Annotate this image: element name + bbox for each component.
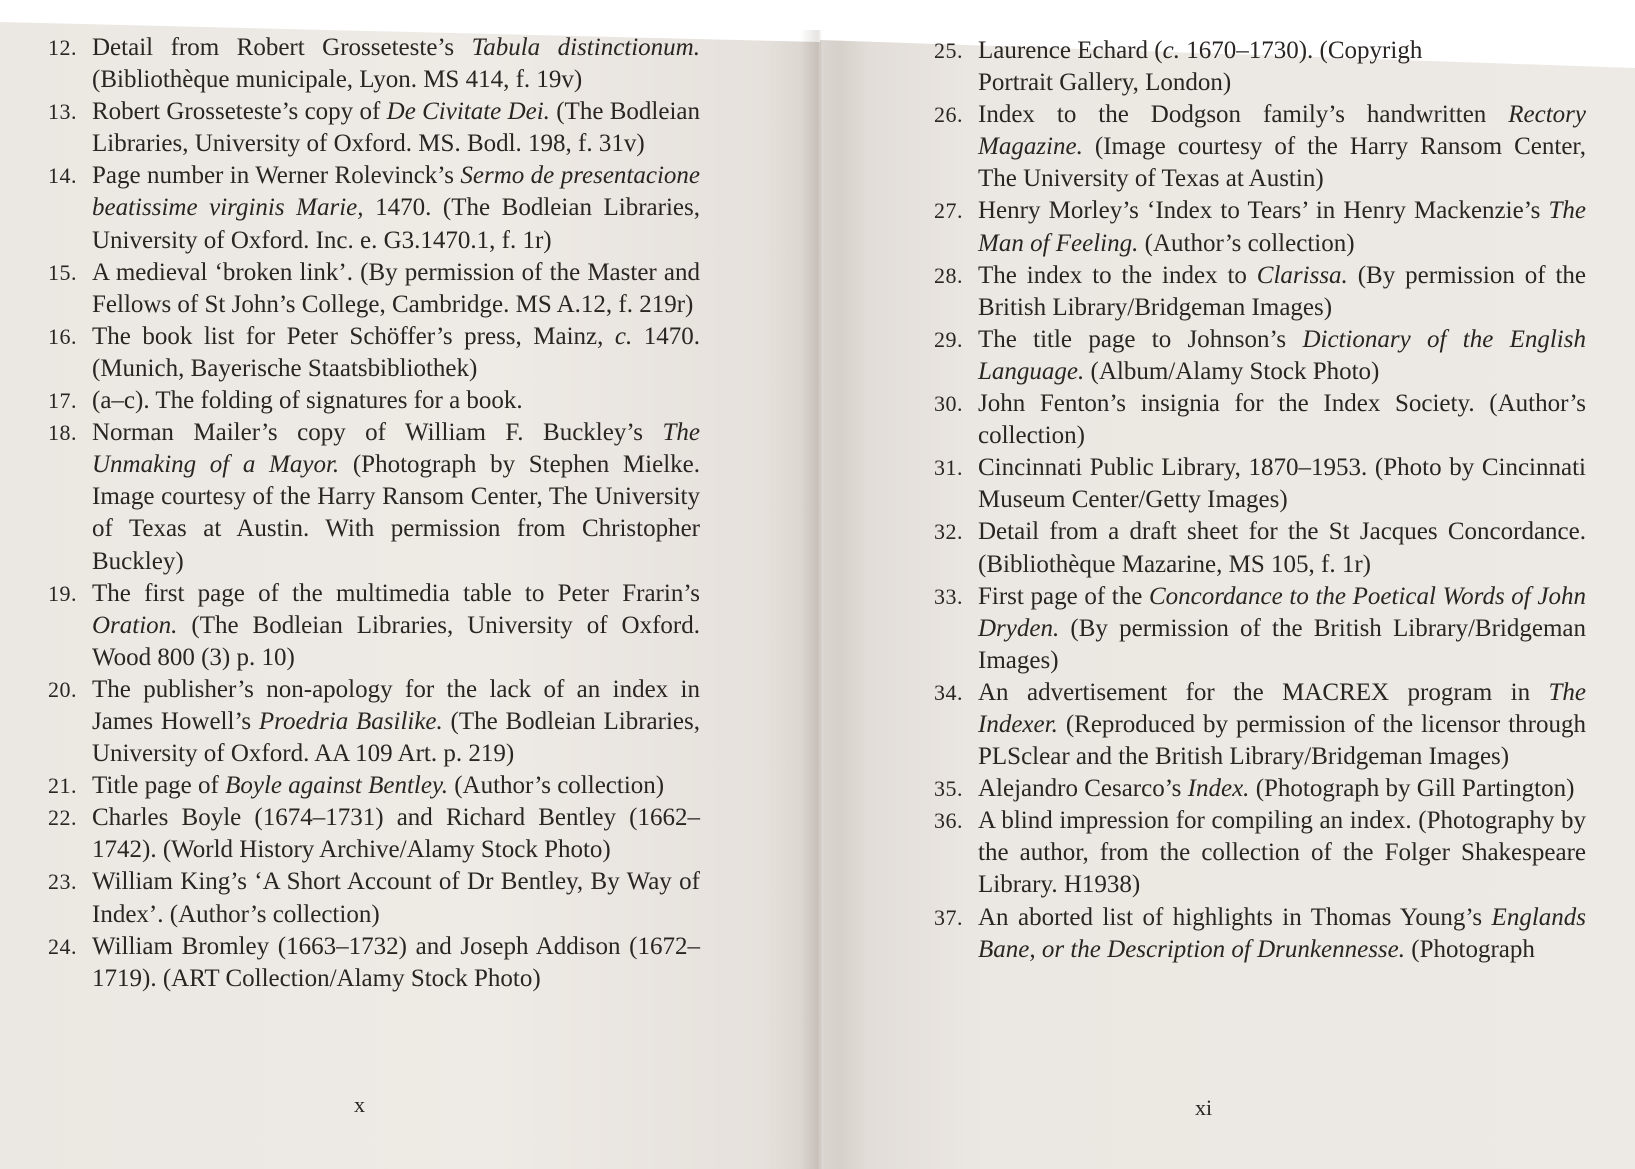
figure-number: 18.	[48, 420, 77, 446]
caption-text: The book list for Peter Schöffer’s press, Mainz,	[92, 322, 615, 350]
figure-number: 30.	[934, 391, 963, 417]
caption-text: (The Bodleian Libraries, University of Oxford. MS. Bodl. 198, f. 31v)	[92, 98, 700, 158]
figure-number: 31.	[934, 455, 963, 481]
book-gutter	[800, 30, 840, 1169]
figure-caption	[978, 516, 1586, 580]
figure-number: 16.	[48, 323, 77, 349]
list-item	[934, 805, 1586, 901]
list-item	[48, 32, 700, 96]
list-item	[48, 417, 700, 577]
list-item	[48, 257, 700, 321]
figure-caption	[92, 321, 700, 385]
caption-text: First page of the	[978, 582, 1149, 610]
figure-number: 27.	[934, 198, 963, 224]
figure-caption	[92, 160, 700, 256]
caption-text: Index to the Dodgson family’s handwritten	[978, 101, 1509, 129]
figure-caption	[92, 385, 700, 417]
list-item	[48, 866, 700, 930]
caption-text: (By permission of the British Library/Bridgeman Images)	[978, 261, 1586, 321]
caption-text: (By permission of the British Library/Bridgeman Images)	[978, 614, 1586, 674]
list-item	[48, 578, 700, 674]
caption-title-italic: Index.	[1187, 775, 1250, 803]
caption-text: An advertisement for the MACREX program in	[978, 678, 1549, 706]
caption-text: The first page of the multimedia table to Peter Frarin’s	[92, 579, 700, 607]
caption-title-italic: De Civitate Dei.	[386, 98, 550, 126]
figure-caption	[92, 32, 700, 96]
list-item	[934, 516, 1586, 580]
figure-caption	[92, 802, 700, 866]
list-item	[934, 260, 1586, 324]
figure-caption	[978, 452, 1586, 516]
figure-number: 25.	[934, 38, 963, 63]
caption-text: Robert Grosseteste’s copy of	[92, 98, 387, 126]
caption-title-italic: The Unmaking of a Mayor.	[92, 419, 700, 479]
figure-caption	[92, 578, 700, 674]
figure-caption	[92, 96, 700, 160]
figure-caption	[978, 388, 1586, 452]
caption-continuation: Portrait Gallery, London)	[978, 69, 1232, 97]
figure-number: 23.	[48, 869, 77, 895]
figure-number: 14.	[48, 163, 77, 189]
caption-text: (Reproduced by permission of the licensor through PLSclear and the British Library/Bridgeman Images)	[978, 710, 1586, 771]
caption-text: The publisher’s non-apology for the lack of an index in James Howell’s	[92, 675, 700, 735]
figure-number: 26.	[934, 102, 963, 128]
caption-text: 1470. (Munich, Bayerische Staatsbibliothek)	[92, 322, 701, 382]
page-number-left: x	[354, 1092, 365, 1117]
caption-text: An aborted list of highlights in Thomas Young’s	[978, 903, 1492, 931]
caption-text: Charles Boyle (1674–1731) and Richard Bentley (1662–1742). (World History Archive/Alamy Stock Photo)	[92, 804, 700, 864]
caption-title-italic: Oration.	[92, 611, 178, 639]
caption-text: (The Bodleian Libraries, University of Oxford. AA 109 Art. p. 219)	[92, 707, 700, 768]
list-item	[934, 324, 1586, 388]
caption-title-italic: Boyle against Bentley.	[225, 772, 448, 800]
figure-number: 17.	[48, 388, 77, 414]
caption-text: (Author’s collection)	[447, 772, 665, 800]
figure-number: 21.	[48, 773, 77, 799]
caption-text: (Photograph by Gill Partington)	[1249, 775, 1575, 803]
caption-text: (Image courtesy of the Harry Ransom Center, The University of Texas at Austin)	[978, 133, 1586, 193]
figure-number: 36.	[934, 808, 963, 834]
caption-text: Detail from a draft sheet for the St Jacques Concordance. (Bibliothèque Mazarine, MS 105, f. 1r)	[978, 518, 1586, 578]
caption-text: John Fenton’s insignia for the Index Society. (Author’s collection)	[978, 390, 1586, 450]
figure-number: 37.	[934, 904, 963, 930]
caption-text: (a–c). The folding of signatures for a book.	[92, 387, 523, 415]
figure-number: 35.	[934, 776, 963, 802]
figure-number: 34.	[934, 679, 963, 705]
caption-text: Cincinnati Public Library, 1870–1953. (Photo by Cincinnati Museum Center/Getty Images)	[978, 454, 1586, 514]
figure-caption	[978, 35, 1586, 67]
figure-caption	[978, 581, 1586, 677]
caption-text: Page number in Werner Rolevinck’s	[92, 162, 461, 190]
list-item	[48, 321, 700, 385]
list-item	[934, 35, 1586, 99]
list-item	[48, 96, 700, 160]
caption-text: William Bromley (1663–1732) and Joseph Addison (1672–1719). (ART Collection/Alamy Stock Photo)	[92, 932, 700, 992]
caption-text: (Author’s collection)	[1138, 229, 1355, 257]
list-item	[934, 677, 1586, 773]
caption-text: (Photograph	[1405, 935, 1535, 963]
caption-text: Detail from Robert Grosseteste’s	[92, 34, 472, 61]
figure-caption	[978, 324, 1586, 388]
list-item	[48, 770, 700, 802]
list-item	[934, 388, 1586, 452]
figure-caption	[978, 99, 1586, 195]
caption-text: Henry Morley’s ‘Index to Tears’ in Henry Mackenzie’s	[978, 197, 1549, 225]
caption-title-italic: c.	[1162, 37, 1180, 64]
caption-text: (Photograph by Stephen Mielke. Image courtesy of the Harry Ransom Center, The University of Texas at Austin. With permission from Christopher Buckley)	[92, 451, 700, 575]
figure-number: 15.	[48, 259, 77, 285]
caption-title-italic: Tabula distinctionum.	[471, 34, 700, 61]
caption-text: 1470. (The Bodleian Libraries, University of Oxford. Inc. e. G3.1470.1, f. 1r)	[92, 194, 701, 254]
caption-text: (The Bodleian Libraries, University of Oxford. Wood 800 (3) p. 10)	[92, 611, 700, 671]
list-item	[48, 160, 700, 256]
left-illustration-list	[48, 32, 700, 995]
caption-text: William King’s ‘A Short Account of Dr Bentley, By Way of Index’. (Author’s collection)	[92, 868, 700, 928]
figure-caption	[978, 260, 1586, 324]
caption-title-italic: Dictionary of the English Language.	[978, 325, 1586, 385]
figure-caption	[978, 773, 1586, 805]
list-item	[934, 773, 1586, 805]
caption-text: 1670–1730). (Copyrigh	[1179, 37, 1423, 64]
figure-number: 32.	[934, 519, 963, 545]
caption-text: Alejandro Cesarco’s	[978, 775, 1188, 803]
caption-title-italic: Concordance to the Poetical Words of John Dryden.	[978, 582, 1586, 642]
caption-title-italic: Englands Bane, or the Description of Drunkennesse.	[978, 903, 1586, 963]
figure-caption	[92, 417, 700, 577]
figure-number: 28.	[934, 262, 963, 288]
figure-number: 22.	[48, 805, 77, 831]
figure-caption	[978, 195, 1586, 259]
list-item	[934, 99, 1586, 195]
figure-number: 33.	[934, 583, 963, 609]
caption-text: (Album/Alamy Stock Photo)	[1084, 357, 1380, 385]
list-item	[934, 452, 1586, 516]
caption-title-italic: The Man of Feeling.	[978, 197, 1586, 257]
figure-caption	[92, 931, 700, 995]
figure-caption	[92, 770, 700, 802]
caption-text: The title page to Johnson’s	[978, 325, 1303, 353]
list-item	[48, 931, 700, 995]
figure-number: 12.	[48, 35, 77, 60]
list-item	[934, 581, 1586, 677]
caption-text: A medieval ‘broken link’. (By permission of the Master and Fellows of St John’s College, Cambridge. MS A.12, f. 219r)	[92, 258, 700, 318]
caption-title-italic: Rectory Magazine.	[978, 101, 1586, 161]
figure-caption	[92, 257, 700, 321]
caption-text: Norman Mailer’s copy of William F. Buckley’s	[92, 419, 663, 447]
figure-caption	[978, 902, 1586, 966]
list-item	[934, 195, 1586, 259]
caption-text: Laurence Echard (	[978, 37, 1163, 64]
caption-text: A blind impression for compiling an index. (Photography by the author, from the collection of the Folger Shakespeare Library. H1938)	[978, 807, 1586, 899]
page-number-right: xi	[1195, 1095, 1213, 1120]
caption-title-italic: c.	[614, 322, 633, 350]
caption-text: The index to the index to	[978, 261, 1257, 289]
figure-caption	[978, 677, 1586, 773]
list-item	[934, 902, 1586, 966]
list-item	[48, 802, 700, 866]
figure-number: 20.	[48, 676, 77, 702]
figure-number: 29.	[934, 326, 963, 352]
list-item	[48, 385, 700, 417]
caption-text: (Bibliothèque municipale, Lyon. MS 414, f. 19v)	[92, 66, 583, 94]
caption-text: Title page of	[92, 772, 226, 800]
figure-number: 24.	[48, 933, 77, 959]
figure-caption	[92, 866, 700, 930]
right-illustration-list	[934, 35, 1586, 966]
list-item	[48, 674, 700, 770]
caption-title-italic: Sermo de presentacione beatissime virginis Marie,	[92, 162, 700, 222]
caption-title-italic: The Indexer.	[978, 678, 1586, 738]
caption-title-italic: Clarissa.	[1256, 261, 1348, 289]
figure-caption	[978, 805, 1586, 901]
figure-caption	[92, 674, 700, 770]
figure-number: 13.	[48, 99, 77, 125]
caption-title-italic: Proedria Basilike.	[258, 707, 443, 735]
figure-number: 19.	[48, 580, 77, 606]
